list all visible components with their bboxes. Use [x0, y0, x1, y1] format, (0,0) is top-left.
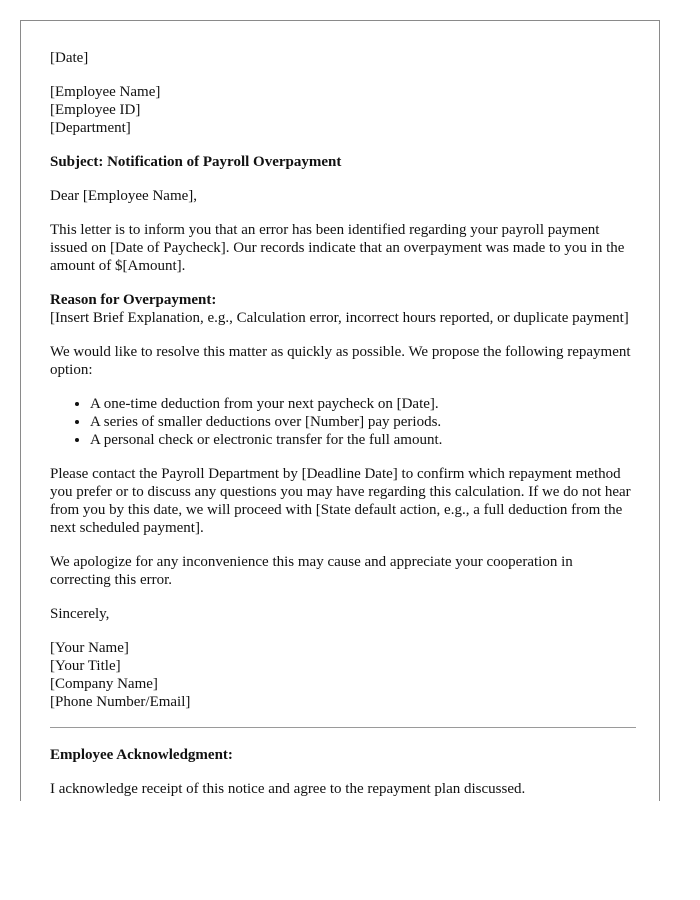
list-item: • A series of smaller deductions over [Number] pay periods.	[90, 413, 636, 431]
recipient-department: [Department]	[50, 120, 131, 136]
section-divider	[50, 727, 636, 728]
acknowledgment-text: I acknowledge receipt of this notice and agree to the repayment plan discussed.	[50, 781, 526, 797]
resolve-paragraph: We would like to resolve this matter as quickly as possible. We propose the following repayment option:	[50, 344, 631, 378]
recipient-block	[50, 83, 636, 137]
letter-page	[20, 20, 660, 801]
signature-title: [Your Title]	[50, 658, 121, 674]
signature-block	[50, 639, 636, 711]
repayment-options-list	[50, 395, 636, 449]
letter-body	[50, 49, 636, 801]
recipient-id: [Employee ID]	[50, 102, 141, 118]
letter-salutation: Dear [Employee Name],	[50, 188, 198, 204]
acknowledgment-heading: Employee Acknowledgment:	[50, 747, 233, 763]
signature-name: [Your Name]	[50, 640, 129, 656]
letter-subject: Subject: Notification of Payroll Overpayment	[50, 154, 342, 170]
recipient-name: [Employee Name]	[50, 84, 161, 100]
reason-block	[50, 291, 636, 327]
contact-paragraph: Please contact the Payroll Department by [Deadline Date] to confirm which repayment method you prefer or to discuss any questions you may have regarding this calculation. If we do not hear from you by this date, we will proceed with [State default action, e.g., a full deduction from the next scheduled payment].	[50, 466, 631, 536]
signature-contact: [Phone Number/Email]	[50, 694, 191, 710]
letter-closing: Sincerely,	[50, 606, 110, 622]
list-item: • A personal check or electronic transfer for the full amount.	[90, 431, 636, 449]
reason-heading: Reason for Overpayment:	[50, 292, 217, 308]
intro-paragraph: This letter is to inform you that an error has been identified regarding your payroll payment issued on [Date of Paycheck]. Our records indicate that an overpayment was made to you in the amount of $[Amount].	[50, 222, 625, 274]
reason-text: [Insert Brief Explanation, e.g., Calculation error, incorrect hours reported, or duplicate payment]	[50, 310, 629, 326]
signature-company: [Company Name]	[50, 676, 158, 692]
letter-date: [Date]	[50, 50, 89, 66]
apology-paragraph: We apologize for any inconvenience this may cause and appreciate your cooperation in correcting this error.	[50, 554, 573, 588]
list-item: • A one-time deduction from your next paycheck on [Date].	[90, 395, 636, 413]
